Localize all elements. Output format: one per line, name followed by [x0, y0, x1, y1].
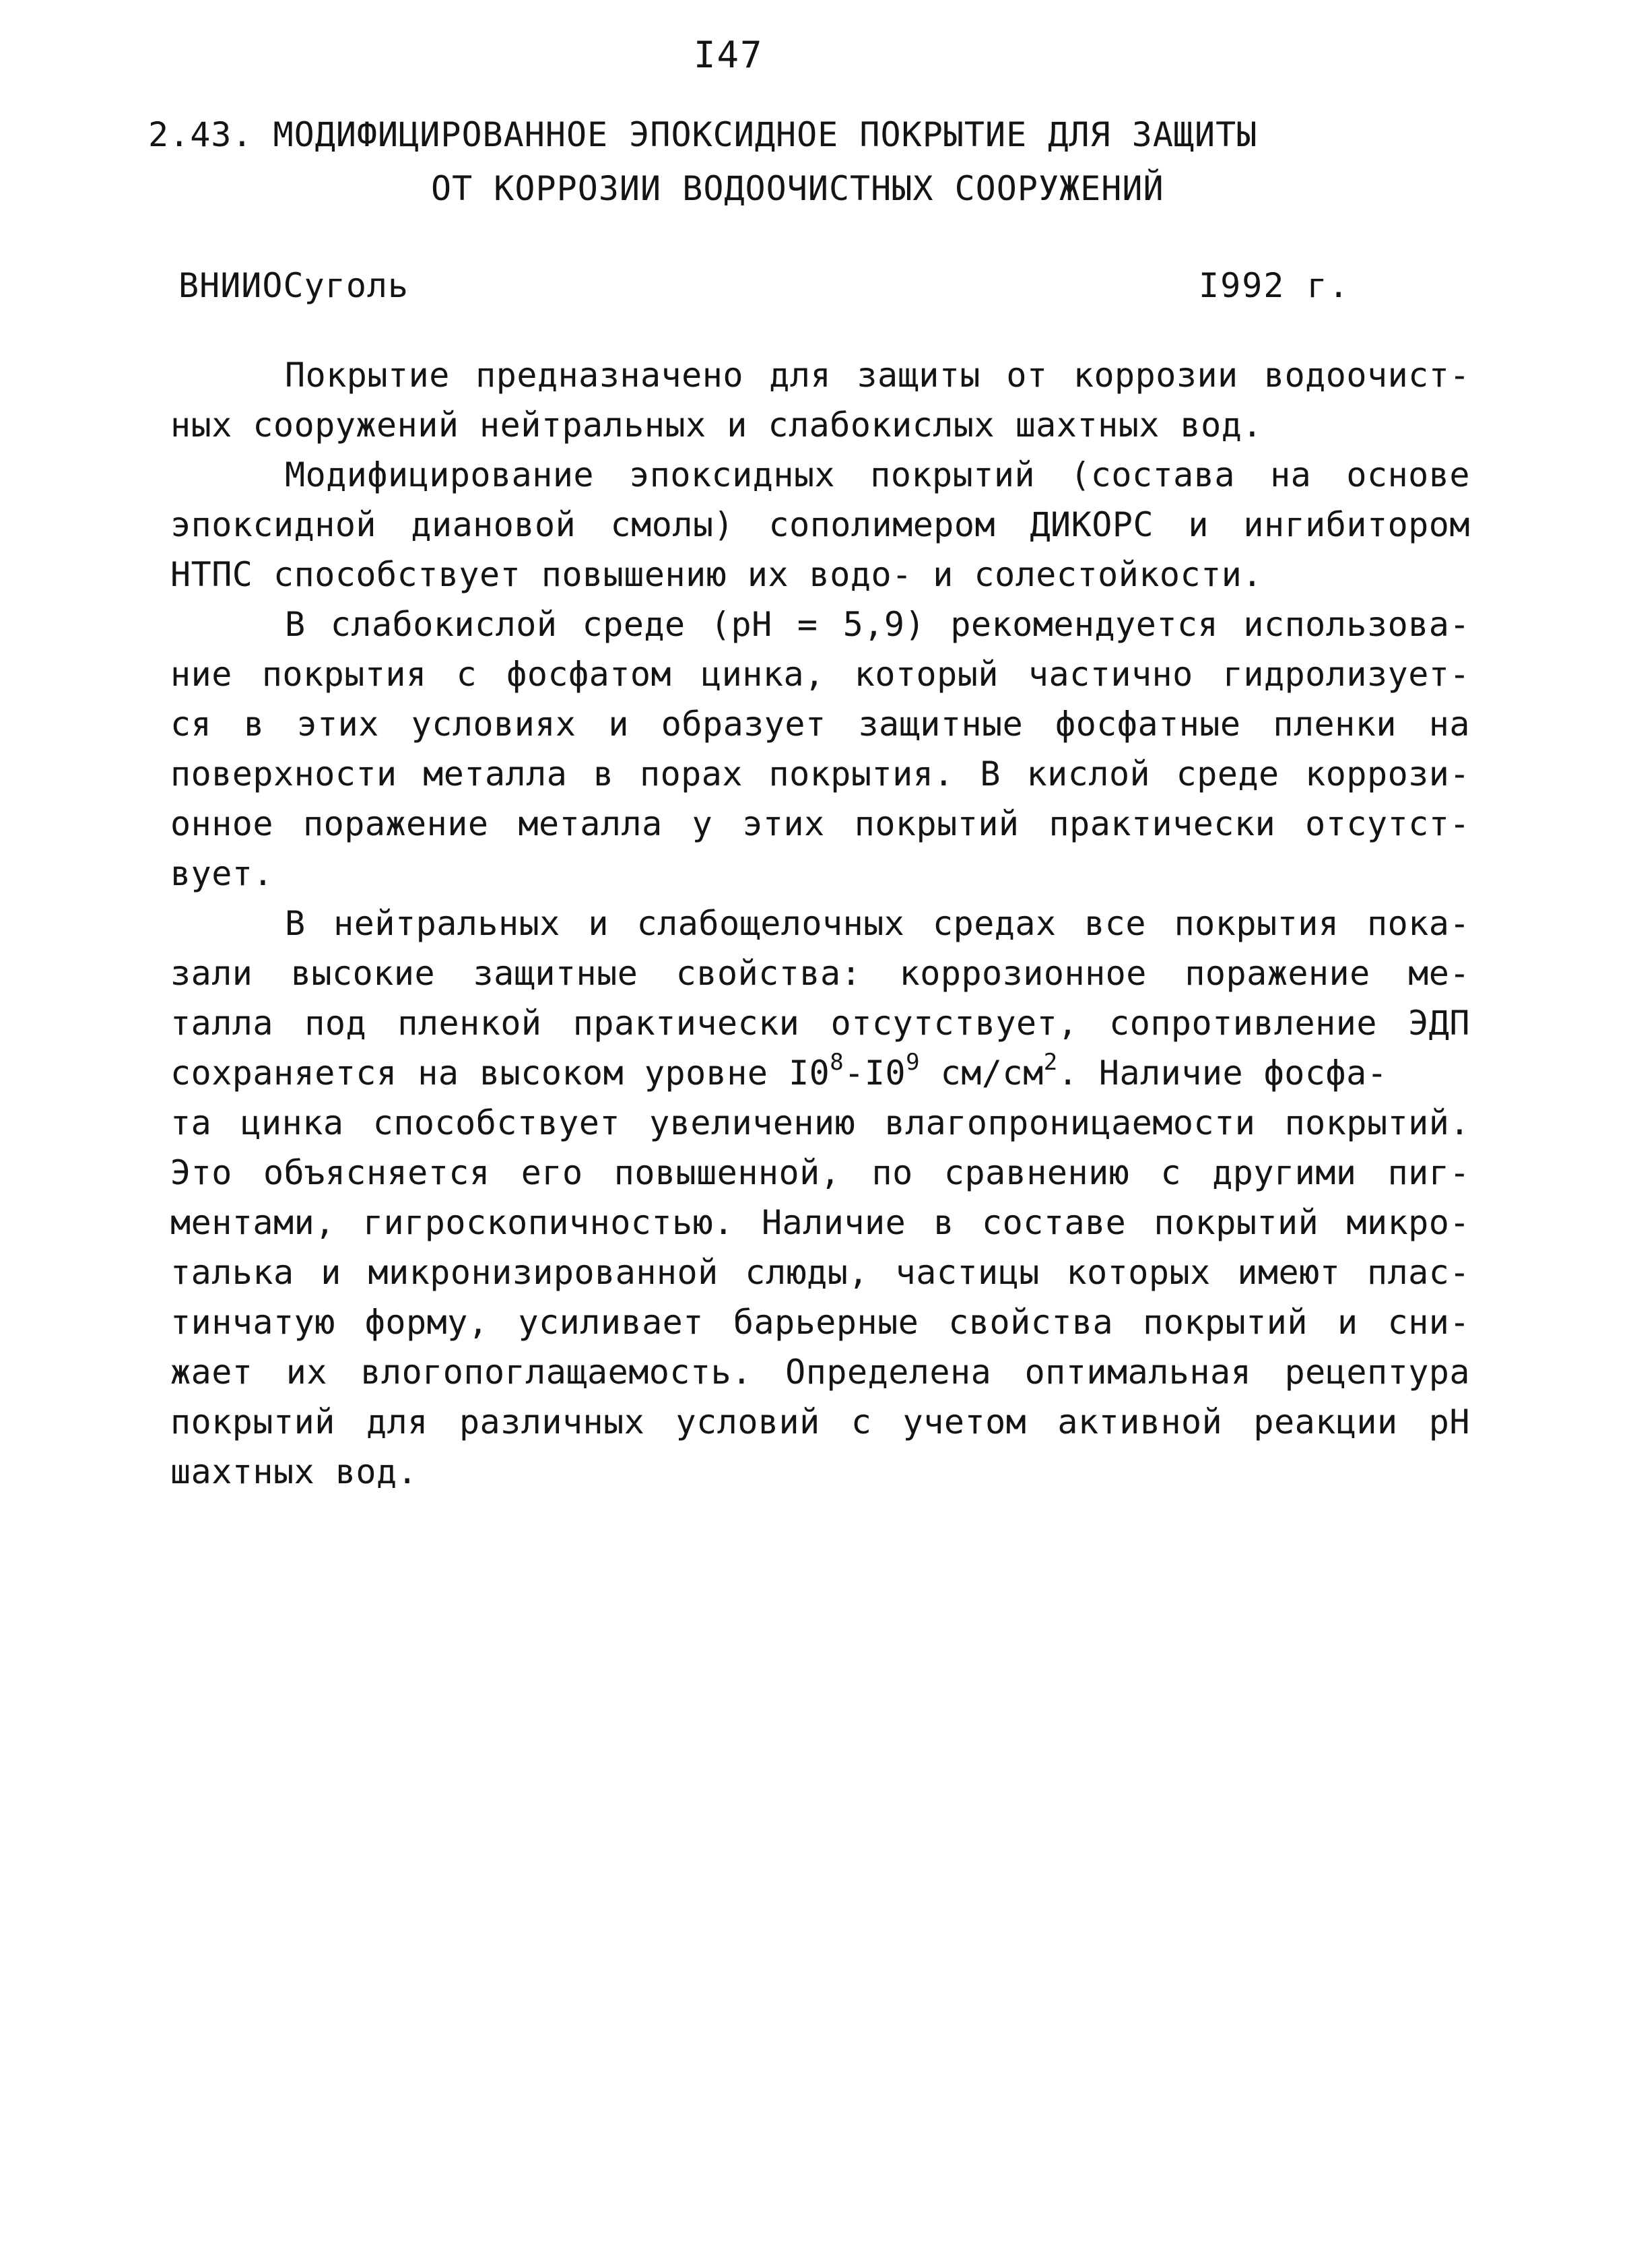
text-line: Модифицирование эпоксидных покрытий (состава на основе [285, 455, 1470, 494]
formula-line [170, 1048, 1470, 1098]
text-line: онное поражение металла у этих покрытий практически отсутст- [170, 804, 1470, 843]
formula-text-before: сохраняется на высоком уровне I0 [170, 1054, 830, 1093]
text-line: ных сооружений нейтральных и слабокислых шахтных вод. [170, 406, 1263, 445]
body-text [170, 350, 1470, 1497]
text-line: Это объясняется его повышенной, по сравнению с другими пиг- [170, 1153, 1470, 1192]
page-number: I47 [694, 34, 764, 76]
exponent: 2 [1043, 1049, 1058, 1076]
text-line: ние покрытия с фосфатом цинка, который частично гидролизует- [170, 655, 1470, 694]
text-line: шахтных вод. [170, 1452, 418, 1491]
text-line: В нейтральных и слабощелочных средах все покрытия пока- [285, 904, 1470, 943]
text-line: Покрытие предназначено для защиты от коррозии водоочист- [285, 356, 1470, 395]
text-line: ся в этих условиях и образует защитные фосфатные пленки на [170, 705, 1470, 744]
text-line: покрытий для различных условий с учетом активной реакции рН [170, 1402, 1470, 1441]
text-line: эпоксидной диановой смолы) сополимером ДИКОРС и ингибитором [170, 505, 1470, 544]
text-line: талла под пленкой практически отсутствует, сопротивление ЭДП [170, 1004, 1470, 1043]
organization: ВНИИОСуголь [178, 266, 409, 305]
text-line: талька и микронизированной слюды, частицы которых имеют плас- [170, 1253, 1470, 1292]
text-line: тинчатую форму, усиливает барьерные свойства покрытий и сни- [170, 1303, 1470, 1342]
heading-line-1 [148, 108, 1360, 162]
text-line: ментами, гигроскопичностью. Наличие в составе покрытий микро- [170, 1203, 1470, 1242]
exponent: 8 [830, 1049, 844, 1076]
formula-text-mid: -I0 [844, 1054, 906, 1093]
text-line: В слабокислой среде (рН = 5,9) рекомендуется использова- [285, 605, 1470, 644]
heading-title-part-1: МОДИФИЦИРОВАННОЕ ЭПОКСИДНОЕ ПОКРЫТИЕ ДЛЯ ЗАЩИТЫ [273, 115, 1258, 154]
text-line: НТПС способствует повышению их водо- и солестойкости. [170, 555, 1263, 594]
section-heading [148, 108, 1360, 216]
heading-title-part-2: ОТ КОРРОЗИИ ВОДООЧИСТНЫХ СООРУЖЕНИЙ [431, 169, 1164, 208]
text-line: зали высокие защитные свойства: коррозионное поражение ме- [170, 954, 1470, 993]
formula-text-after: . Наличие фосфа- [1057, 1054, 1388, 1093]
text-line: та цинка способствует увеличению влагопроницаемости покрытий. [170, 1103, 1470, 1142]
section-number: 2.43. [148, 115, 253, 154]
text-line: поверхности металла в порах покрытия. В кислой среде коррози- [170, 754, 1470, 793]
text-line: жает их влогопоглащаемость. Определена оптимальная рецептура [170, 1353, 1470, 1392]
publication-year: I992 г. [1199, 266, 1350, 305]
formula-unit: см/см [920, 1054, 1044, 1093]
exponent: 9 [906, 1049, 921, 1076]
text-line: вует. [170, 854, 274, 893]
